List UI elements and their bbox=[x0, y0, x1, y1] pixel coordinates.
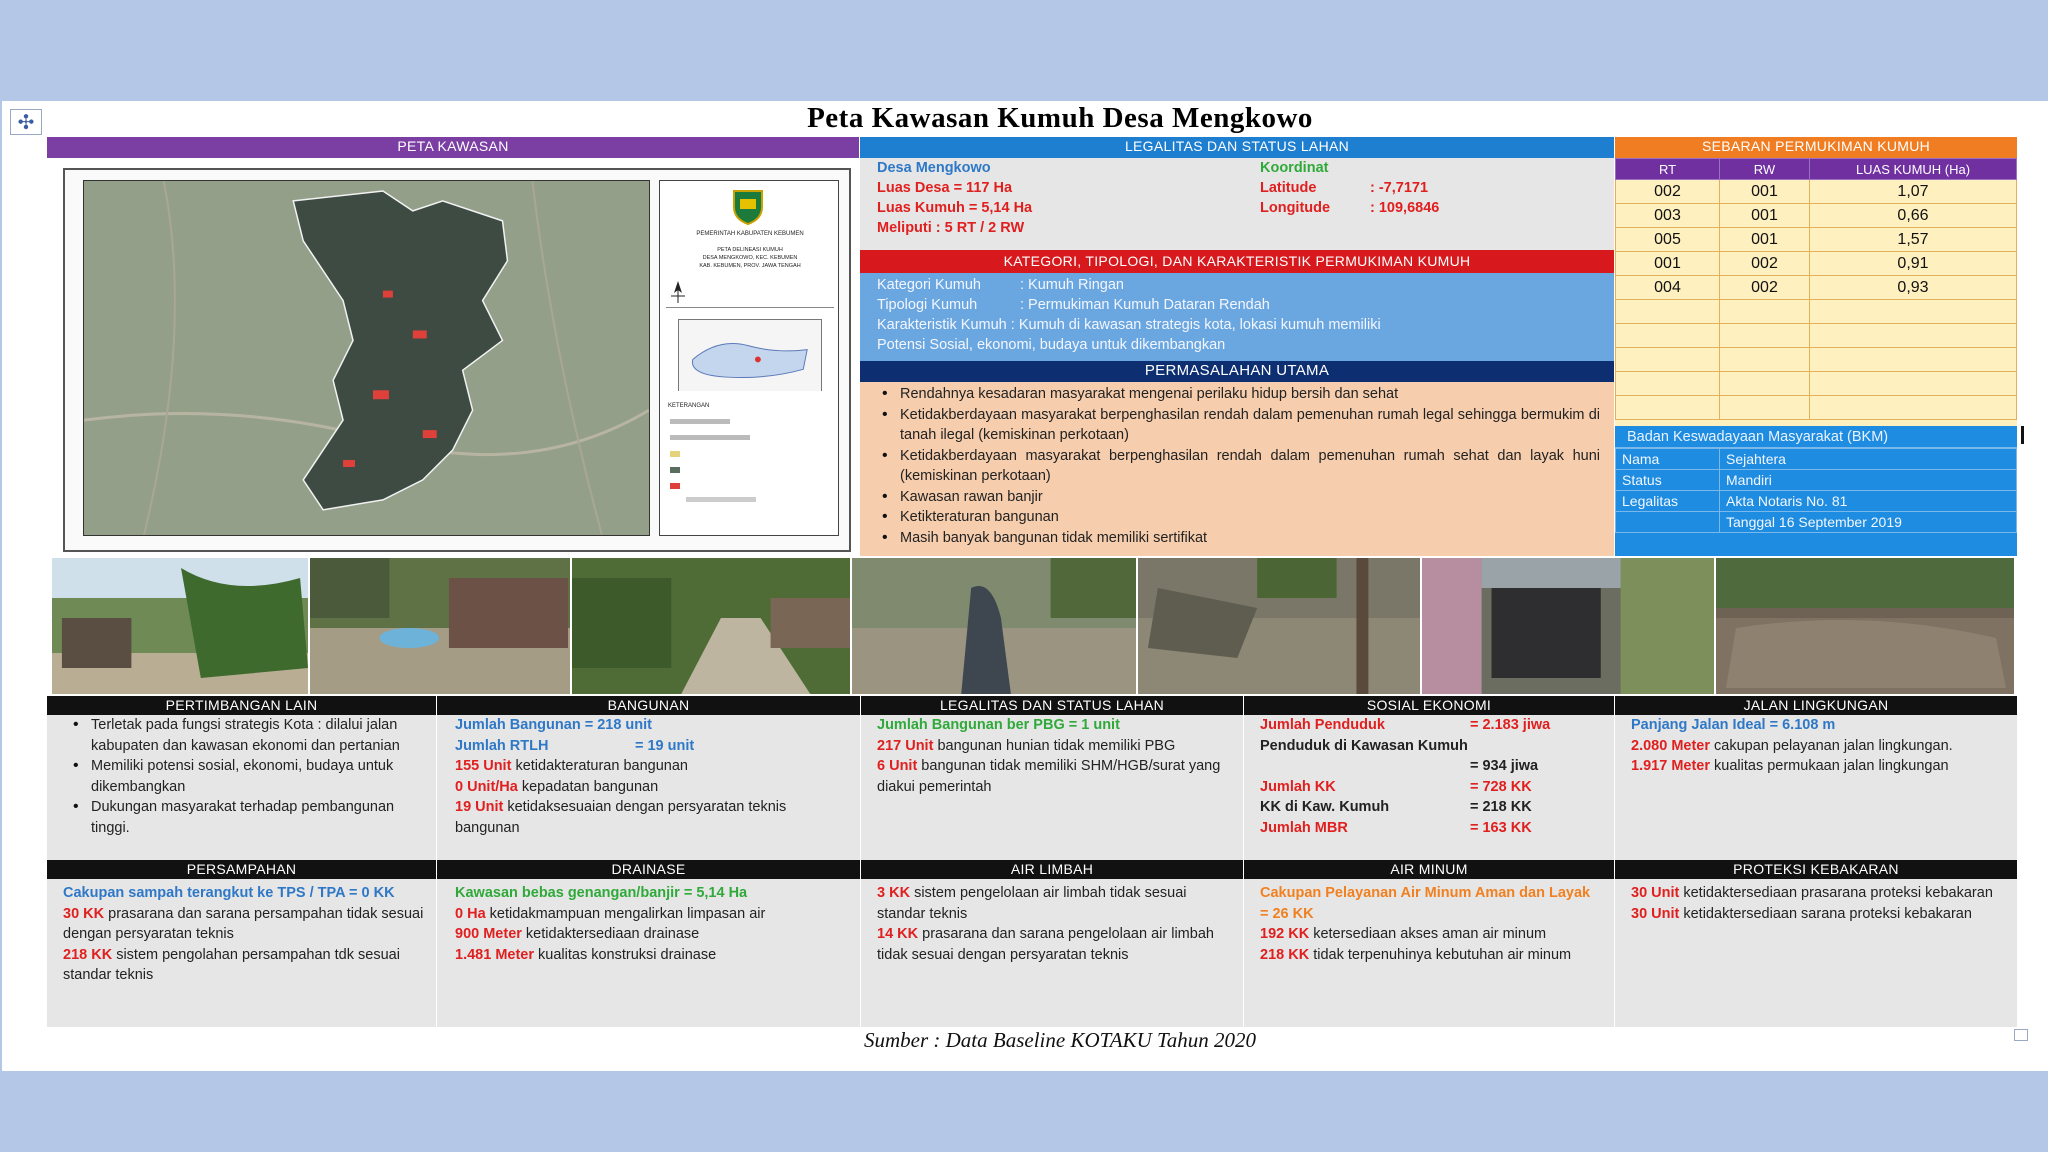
table-row bbox=[1616, 252, 2017, 276]
pertimbangan-header: PERTIMBANGAN LAIN bbox=[47, 696, 436, 715]
photo-4 bbox=[852, 558, 1138, 694]
bangunan-hl-2: 0 Unit/Ha bbox=[455, 778, 518, 795]
limbah-panel bbox=[861, 879, 1243, 1027]
limbah-header: AIR LIMBAH bbox=[861, 860, 1243, 879]
permasalahan-item: • Kawasan rawan banjir bbox=[872, 487, 1600, 508]
jalan-hl-2: 1.917 Meter bbox=[1631, 758, 1710, 774]
bkm-label: Nama bbox=[1616, 449, 1720, 470]
peta-header: PETA KAWASAN bbox=[47, 137, 859, 158]
table-row bbox=[1616, 276, 2017, 300]
legal2-hl-2: 6 Unit bbox=[877, 758, 918, 774]
luas-cell: 0,93 bbox=[1810, 276, 2017, 300]
kk-label: Jumlah KK bbox=[1260, 778, 1336, 795]
kk-kumuh-value: = 218 KK bbox=[1470, 799, 1532, 815]
satellite-map bbox=[84, 181, 649, 536]
map-image bbox=[83, 180, 650, 536]
photo-3 bbox=[572, 558, 852, 694]
empty-row bbox=[1616, 372, 2017, 396]
luas-kumuh: Luas Kumuh = 5,14 Ha bbox=[877, 200, 1033, 216]
bangunan-hl-1: 155 Unit bbox=[455, 758, 512, 774]
limbah-hl-1: 3 KK bbox=[877, 885, 911, 901]
kawasan-label: Penduduk di Kawasan Kumuh bbox=[1260, 737, 1468, 754]
legalitas-header: LEGALITAS DAN STATUS LAHAN bbox=[860, 137, 1614, 158]
pertimbangan-panel bbox=[47, 715, 436, 860]
rw-cell: 001 bbox=[1720, 228, 1810, 252]
kategori-header: KATEGORI, TIPOLOGI, DAN KARAKTERISTIK PERMUKIMAN KUMUH bbox=[860, 250, 1614, 273]
rt-cell: 001 bbox=[1616, 252, 1720, 276]
table-row bbox=[1616, 180, 2017, 204]
drainase-hl-3: 1.481 Meter bbox=[455, 946, 534, 963]
proteksi-panel bbox=[1615, 879, 2017, 1027]
peta-panel bbox=[47, 158, 859, 556]
move-handle-icon[interactable]: ✣ bbox=[10, 109, 42, 135]
kategori-panel bbox=[860, 273, 1614, 361]
tipologi-value: : Permukiman Kumuh Dataran Rendah bbox=[1020, 297, 1270, 313]
empty-row bbox=[1616, 396, 2017, 420]
pertimbangan-item: • Terletak pada fungsi strategis Kota : dilalui jalan kabupaten dan kawasan ekonomi dan pertanian bbox=[63, 715, 424, 756]
permasalahan-item: • Ketidakberdayaan masyarakat berpenghasilan rendah dalam pemenuhan rumah sehat dan layak huni (kemiskinan perkotaan) bbox=[872, 446, 1600, 487]
drainase-panel bbox=[437, 879, 860, 1027]
legend-item-4 bbox=[670, 467, 680, 473]
jalan-text-2: kualitas permukaan jalan lingkungan bbox=[1710, 758, 1949, 774]
legend-item-3 bbox=[670, 451, 680, 457]
kawasan-value: = 934 jiwa bbox=[1470, 758, 1539, 774]
cursor-marker bbox=[2021, 426, 2024, 444]
table-row bbox=[1616, 204, 2017, 228]
jalan-header: JALAN LINGKUNGAN bbox=[1615, 696, 2017, 715]
drainase-text-1: ketidakmampuan mengalirkan limpasan air bbox=[485, 905, 766, 922]
permasalahan-item: • Ketikteraturan bangunan bbox=[872, 507, 1600, 528]
photo-6 bbox=[1422, 558, 1716, 694]
bkm-row bbox=[1616, 470, 2017, 491]
rt-cell: 005 bbox=[1616, 228, 1720, 252]
legend-item-2 bbox=[670, 435, 750, 440]
legal2-text-2: bangunan tidak memiliki SHM/HGB/surat yang diakui pemerintah bbox=[877, 758, 1221, 795]
proteksi-hl-2: 30 Unit bbox=[1631, 905, 1680, 922]
latitude-value: : -7,7171 bbox=[1370, 180, 1429, 196]
latitude-label: Latitude bbox=[1260, 180, 1317, 196]
bangunan-text-3: ketidaksesuaian dengan persyaratan teknis bangunan bbox=[455, 799, 787, 836]
sampah-text-2: sistem pengolahan persampahan tdk sesuai standar teknis bbox=[63, 946, 400, 983]
legend-subtitle-3: KAB. KEBUMEN, PROV. JAWA TENGAH bbox=[699, 263, 801, 269]
luas-cell: 1,57 bbox=[1810, 228, 2017, 252]
sebaran-table bbox=[1615, 158, 2017, 426]
minum-panel bbox=[1244, 879, 1614, 1027]
luas-cell: 0,66 bbox=[1810, 204, 2017, 228]
limbah-hl-2: 14 KK bbox=[877, 926, 919, 942]
legal2-text-1: bangunan hunian tidak memiliki PBG bbox=[933, 737, 1176, 754]
bkm-value: Tanggal 16 September 2019 bbox=[1720, 512, 2017, 533]
koordinat-label: Koordinat bbox=[1260, 160, 1329, 176]
sampah-hl-2: 218 KK bbox=[63, 946, 113, 963]
permasalahan-header: PERMASALAHAN UTAMA bbox=[860, 361, 1614, 382]
legal2-panel bbox=[861, 715, 1243, 860]
rw-cell: 001 bbox=[1720, 180, 1810, 204]
empty-row bbox=[1616, 324, 2017, 348]
bangunan-panel bbox=[437, 715, 860, 860]
drainase-text-2: ketidaktersediaan drainase bbox=[521, 926, 700, 942]
sebaran-header: SEBARAN PERMUKIMAN KUMUH bbox=[1615, 137, 2017, 158]
legal2-header: LEGALITAS DAN STATUS LAHAN bbox=[861, 696, 1243, 715]
mbr-label: Jumlah MBR bbox=[1260, 819, 1348, 836]
pertimbangan-item: • Memiliki potensi sosial, ekonomi, budaya untuk dikembangkan bbox=[63, 756, 424, 797]
longitude-value: : 109,6846 bbox=[1370, 200, 1440, 216]
limbah-text-1: sistem pengelolaan air limbah tidak sesuai standar teknis bbox=[877, 885, 1187, 922]
col-rt: RT bbox=[1616, 159, 1720, 180]
persampahan-header: PERSAMPAHAN bbox=[47, 860, 436, 879]
luas-cell: 1,07 bbox=[1810, 180, 2017, 204]
persampahan-panel bbox=[47, 879, 436, 1027]
minum-text-1: ketersediaan akses aman air minum bbox=[1309, 926, 1547, 942]
minum-header: AIR MINUM bbox=[1244, 860, 1614, 879]
rtlh-label: Jumlah RTLH bbox=[455, 737, 549, 754]
permasalahan-panel bbox=[860, 382, 1614, 556]
legend-divider bbox=[666, 307, 834, 308]
cakupan-sampah: Cakupan sampah terangkut ke TPS / TPA = 0 KK bbox=[63, 885, 395, 901]
legend-item-1 bbox=[670, 419, 730, 424]
drainase-hl-2: 900 Meter bbox=[455, 926, 522, 942]
minum-hl-1: 192 KK bbox=[1260, 926, 1310, 942]
meliputi: Meliputi : 5 RT / 2 RW bbox=[877, 220, 1025, 236]
jalan-panel bbox=[1615, 715, 2017, 860]
legend-keterangan: KETERANGAN bbox=[668, 403, 710, 409]
proteksi-header: PROTEKSI KEBAKARAN bbox=[1615, 860, 2017, 879]
legalitas-panel bbox=[860, 158, 1614, 250]
regency-shield-icon bbox=[732, 189, 764, 225]
source-caption: Sumber : Data Baseline KOTAKU Tahun 2020 bbox=[863, 1028, 1256, 1052]
legend-gov-title: PEMERINTAH KABUPATEN KEBUMEN bbox=[696, 231, 804, 237]
photo-2 bbox=[310, 558, 572, 694]
bkm-row bbox=[1616, 491, 2017, 512]
permasalahan-list bbox=[872, 384, 1600, 548]
photo-7 bbox=[1716, 558, 2014, 694]
drainase-header: DRAINASE bbox=[437, 860, 860, 879]
legend-subtitle-2: DESA MENGKOWO, KEC. KEBUMEN bbox=[702, 255, 798, 261]
col-rw: RW bbox=[1720, 159, 1810, 180]
kk-value: = 728 KK bbox=[1470, 778, 1532, 795]
sosial-header: SOSIAL EKONOMI bbox=[1244, 696, 1614, 715]
inset-map bbox=[678, 319, 822, 391]
bkm-value: Mandiri bbox=[1720, 470, 2017, 491]
kk-kumuh-label: KK di Kaw. Kumuh bbox=[1260, 799, 1390, 815]
legal2-hl-1: 217 Unit bbox=[877, 737, 934, 754]
legend-subtitle-1: PETA DELINEASI KUMUH bbox=[717, 247, 783, 253]
bangunan-hl-3: 19 Unit bbox=[455, 799, 504, 815]
rt-cell: 002 bbox=[1616, 180, 1720, 204]
bkm-panel bbox=[1615, 426, 2017, 556]
legend-item-5 bbox=[670, 483, 680, 489]
kawasan-bebas: Kawasan bebas genangan/banjir = 5,14 Ha bbox=[455, 885, 748, 901]
empty-row bbox=[1616, 300, 2017, 324]
photo-1 bbox=[52, 558, 310, 694]
jalan-text-1: cakupan pelayanan jalan lingkungan. bbox=[1710, 737, 1953, 754]
karakteristik-line-1: Karakteristik Kumuh : Kumuh di kawasan strategis kota, lokasi kumuh memiliki bbox=[877, 317, 1381, 333]
penduduk-label: Jumlah Penduduk bbox=[1260, 717, 1385, 733]
bkm-value: Akta Notaris No. 81 bbox=[1720, 491, 2017, 512]
bkm-row bbox=[1616, 512, 2017, 533]
bkm-label: Status bbox=[1616, 470, 1720, 491]
rtlh-value: = 19 unit bbox=[635, 737, 695, 754]
limbah-text-2: prasarana dan sarana pengelolaan air limbah tidak sesuai dengan persyaratan teknis bbox=[877, 926, 1214, 963]
pbg-count: Jumlah Bangunan ber PBG = 1 unit bbox=[877, 717, 1120, 733]
rw-cell: 002 bbox=[1720, 252, 1810, 276]
bangunan-text-2: kepadatan bangunan bbox=[517, 778, 659, 795]
karakteristik-line-2: Potensi Sosial, ekonomi, budaya untuk dikembangkan bbox=[877, 337, 1226, 353]
rw-cell: 002 bbox=[1720, 276, 1810, 300]
bkm-label bbox=[1616, 512, 1720, 533]
luas-cell: 0,91 bbox=[1810, 252, 2017, 276]
drainase-hl-1: 0 Ha bbox=[455, 905, 486, 922]
bangunan-header: BANGUNAN bbox=[437, 696, 860, 715]
rw-cell: 001 bbox=[1720, 204, 1810, 228]
table-row bbox=[1616, 228, 2017, 252]
rt-cell: 003 bbox=[1616, 204, 1720, 228]
sampah-text-1: prasarana dan sarana persampahan tidak sesuai dengan persyaratan teknis bbox=[63, 905, 424, 942]
bkm-value: Sejahtera bbox=[1720, 449, 2017, 470]
rt-cell: 004 bbox=[1616, 276, 1720, 300]
jalan-hl-1: 2.080 Meter bbox=[1631, 737, 1710, 754]
tipologi-label: Tipologi Kumuh bbox=[877, 297, 978, 313]
proteksi-text-1: ketidaktersediaan prasarana proteksi kebakaran bbox=[1679, 885, 1993, 901]
sampah-hl-1: 30 KK bbox=[63, 905, 105, 922]
desa-name: Desa Mengkowo bbox=[877, 160, 991, 176]
cakupan-air-minum: Cakupan Pelayanan Air Minum Aman dan Layak = 26 KK bbox=[1260, 885, 1591, 922]
col-luas: LUAS KUMUH (Ha) bbox=[1810, 159, 2017, 180]
mbr-value: = 163 KK bbox=[1470, 819, 1532, 836]
empty-row bbox=[1616, 348, 2017, 372]
sosial-panel bbox=[1244, 715, 1614, 860]
longitude-label: Longitude bbox=[1260, 200, 1331, 216]
legend-item-6 bbox=[686, 497, 756, 502]
photo-5 bbox=[1138, 558, 1422, 694]
north-arrow-icon bbox=[668, 281, 688, 305]
page-title: Peta Kawasan Kumuh Desa Mengkowo bbox=[807, 102, 1313, 134]
kategori-label: Kategori Kumuh bbox=[877, 277, 981, 293]
bkm-row bbox=[1616, 449, 2017, 470]
bkm-label: Legalitas bbox=[1616, 491, 1720, 512]
penduduk-value: = 2.183 jiwa bbox=[1470, 717, 1551, 733]
bangunan-text-1: ketidakteraturan bangunan bbox=[511, 758, 688, 774]
drainase-text-3: kualitas konstruksi drainase bbox=[534, 946, 717, 963]
luas-desa: Luas Desa = 117 Ha bbox=[877, 180, 1013, 196]
minum-hl-2: 218 KK bbox=[1260, 946, 1310, 963]
kategori-value: : Kumuh Ringan bbox=[1020, 277, 1124, 293]
pertimbangan-item: • Dukungan masyarakat terhadap pembangunan tinggi. bbox=[63, 797, 424, 838]
bkm-header: Badan Keswadayaan Masyarakat (BKM) bbox=[1615, 426, 2017, 448]
permasalahan-item: • Masih banyak bangunan tidak memiliki sertifikat bbox=[872, 528, 1600, 549]
minum-text-2: tidak terpenuhinya kebutuhan air minum bbox=[1309, 946, 1572, 963]
jumlah-bangunan: Jumlah Bangunan = 218 unit bbox=[455, 717, 652, 733]
permasalahan-item: • Rendahnya kesadaran masyarakat mengenai perilaku hidup bersih dan sehat bbox=[872, 384, 1600, 405]
map-legend bbox=[659, 180, 839, 536]
panjang-jalan: Panjang Jalan Ideal = 6.108 m bbox=[1631, 717, 1836, 733]
proteksi-text-2: ketidaktersediaan sarana proteksi kebakaran bbox=[1679, 905, 1972, 922]
proteksi-hl-1: 30 Unit bbox=[1631, 885, 1680, 901]
permasalahan-item: • Ketidakberdayaan masyarakat berpenghasilan rendah dalam pemenuhan rumah legal sehingga bermukim di tanah ilegal (kemiskinan perkotaan) bbox=[872, 405, 1600, 446]
